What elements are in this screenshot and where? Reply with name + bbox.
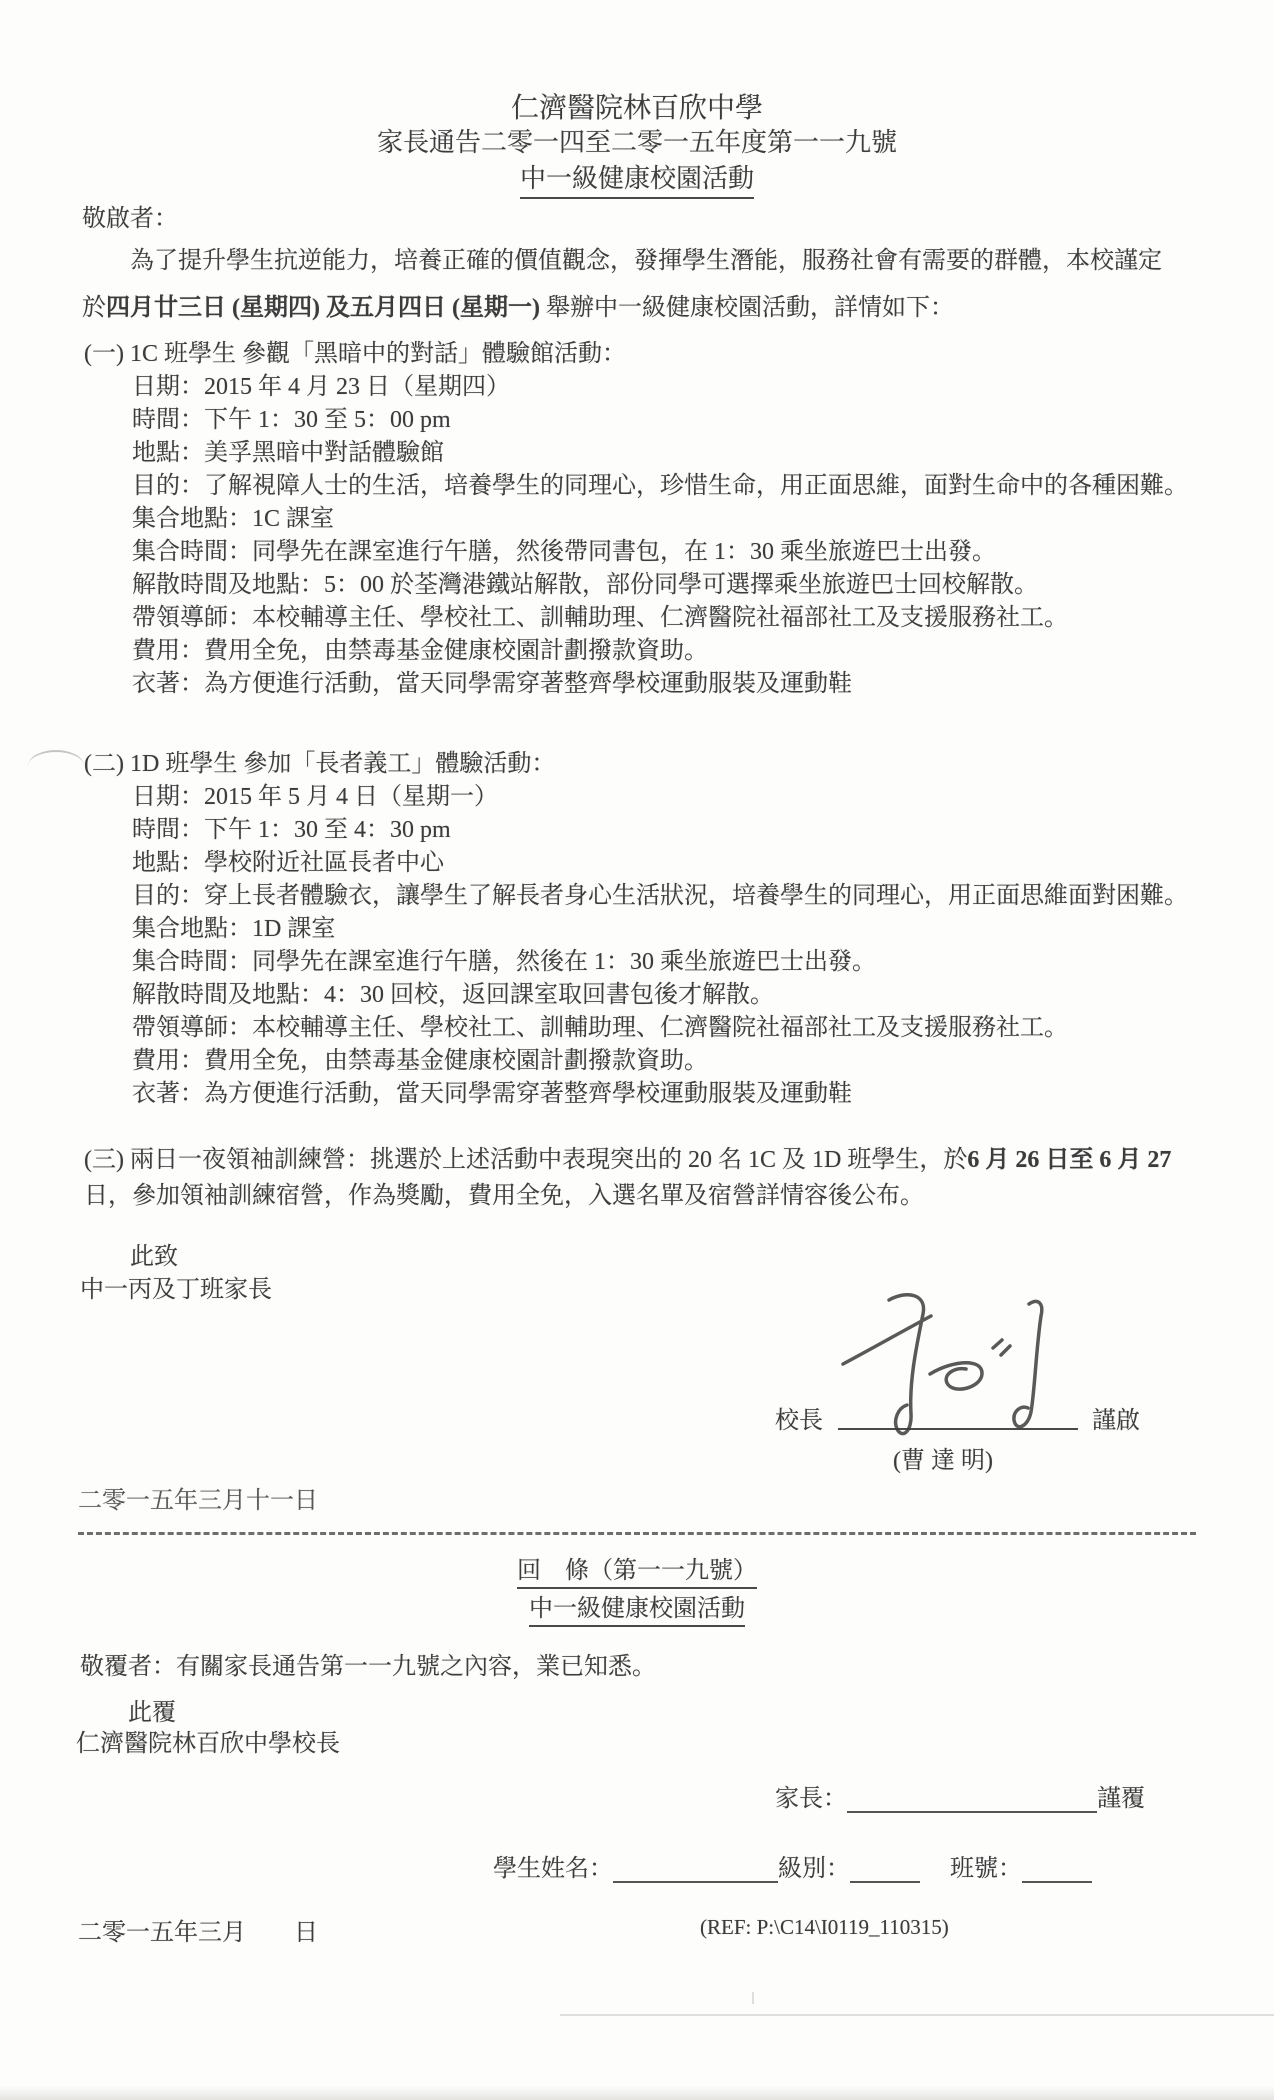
signature-image xyxy=(835,1288,1055,1448)
ref-code: (REF: P:\C14\I0119_110315) xyxy=(700,1915,949,1939)
tear-off-rule xyxy=(78,1532,1196,1535)
class-no-field xyxy=(1022,1857,1092,1883)
respectfully-label: 謹啟 xyxy=(1092,1408,1140,1434)
reply-slip-title2 xyxy=(0,1588,1274,1627)
cifu: 此覆 xyxy=(128,1700,176,1726)
scan-artifact-mark xyxy=(28,750,84,766)
principal-label: 校長 xyxy=(775,1408,823,1434)
section-1-line: 日期：2015 年 4 月 23 日（星期四） xyxy=(132,374,510,400)
section-1-heading xyxy=(84,338,1188,371)
reply-slip-title1 xyxy=(0,1550,1274,1589)
section-2-heading-text: 1D 班學生 參加「長者義工」體驗活動： xyxy=(129,751,556,777)
reply-to: 仁濟醫院林百欣中學校長 xyxy=(76,1731,340,1757)
student-name-label: 學生姓名： xyxy=(493,1856,613,1882)
section-2-label: (二) xyxy=(84,751,124,777)
section-3-line1-dates: 6 月 26 日至 6 月 27 xyxy=(967,1147,1172,1173)
reply-slip-title2-text: 中一級健康校園活動 xyxy=(529,1588,745,1627)
scan-artifact-tick xyxy=(752,1992,754,2004)
section-1-label: (一) xyxy=(84,341,124,367)
section-2 xyxy=(84,748,1188,1111)
parent-label: 家長： xyxy=(775,1786,847,1812)
reply-date-row xyxy=(78,1912,318,1947)
parent-signature-field xyxy=(847,1787,1097,1813)
intro-line2-prefix: 於 xyxy=(82,295,106,321)
section-1-line: 帶領導師：本校輔導主任、學校社工、訓輔助理、仁濟醫院社福部社工及支援服務社工。 xyxy=(132,605,1068,631)
section-2-line: 費用：費用全免，由禁毒基金健康校園計劃撥款資助。 xyxy=(132,1048,708,1074)
section-3-line2: 日，參加領袖訓練宿營，作為獎勵，費用全免，入選名單及宿營詳情容後公布。 xyxy=(84,1183,924,1209)
section-1-line: 目的：了解視障人士的生活，培養學生的同理心，珍惜生命，用正面思維，面對生命中的各種困難。 xyxy=(132,473,1188,499)
scan-edge-shadow xyxy=(0,2086,1274,2100)
cizhi: 此致 xyxy=(130,1244,178,1270)
reply-body: 敬覆者：有關家長通告第一一九號之內容，業已知悉。 xyxy=(80,1654,656,1680)
section-2-line: 日期：2015 年 5 月 4 日（星期一） xyxy=(132,784,498,810)
reply-date-prefix: 二零一五年三月 xyxy=(78,1920,246,1946)
section-2-line: 集合時間：同學先在課室進行午膳，然後在 1：30 乘坐旅遊巴士出發。 xyxy=(132,949,876,975)
intro-line2-dates: 四月廿三日 (星期四) 及五月四日 (星期一) xyxy=(106,295,540,321)
intro-line1: 為了提升學生抗逆能力，培養正確的價值觀念，發揮學生潛能，服務社會有需要的群體，本校謹定 xyxy=(130,248,1162,274)
student-info-row xyxy=(493,1848,1092,1883)
student-name-field xyxy=(613,1857,778,1883)
notice-title xyxy=(0,158,1274,199)
salutation: 敬啟者： xyxy=(82,206,178,232)
intro-line2-suffix: 舉辦中一級健康校園活動，詳情如下： xyxy=(539,295,954,321)
school-name: 仁濟醫院林百欣中學 xyxy=(510,93,763,124)
reply-slip-title1-text: 回 條（第一一九號） xyxy=(517,1550,757,1589)
section-1-line: 衣著：為方便進行活動，當天同學需穿著整齊學校運動服裝及運動鞋 xyxy=(132,671,852,697)
class-label: 級別： xyxy=(778,1856,850,1882)
section-2-line: 帶領導師：本校輔導主任、學校社工、訓輔助理、仁濟醫院社福部社工及支援服務社工。 xyxy=(132,1015,1068,1041)
section-3-line1-prefix: 兩日一夜領袖訓練營：挑選於上述活動中表現突出的 20 名 1C 及 1D 班學生，於 xyxy=(129,1147,968,1173)
section-2-line: 地點：學校附近社區長者中心 xyxy=(132,850,444,876)
intro-line2 xyxy=(82,287,954,322)
parent-respectfully: 謹覆 xyxy=(1097,1786,1145,1812)
notice-number: 家長通告二零一四至二零一五年度第一一九號 xyxy=(376,128,897,157)
section-2-line: 集合地點：1D 課室 xyxy=(132,916,336,942)
scan-artifact-line xyxy=(560,2014,1274,2016)
section-3 xyxy=(84,1142,1171,1214)
section-3-line1 xyxy=(84,1142,1171,1178)
section-2-line: 解散時間及地點：4：30 回校，返回課室取回書包後才解散。 xyxy=(132,982,774,1008)
notice-title-text: 中一級健康校園活動 xyxy=(520,158,754,199)
section-1-line: 解散時間及地點：5：00 於荃灣港鐵站解散，部份同學可選擇乘坐旅遊巴士回校解散。 xyxy=(132,572,1038,598)
reply-date-suffix: 日 xyxy=(294,1920,318,1946)
recipients: 中一丙及丁班家長 xyxy=(80,1277,272,1303)
section-1 xyxy=(84,338,1188,701)
principal-name: (曹 達 明) xyxy=(893,1448,993,1474)
class-no-label: 班號： xyxy=(950,1856,1022,1882)
section-3-label: (三) xyxy=(84,1147,124,1173)
section-1-line: 時間：下午 1：30 至 5：00 pm xyxy=(132,407,451,433)
section-2-line: 衣著：為方便進行活動，當天同學需穿著整齊學校運動服裝及運動鞋 xyxy=(132,1081,852,1107)
notice-date: 二零一五年三月十一日 xyxy=(78,1488,318,1514)
section-1-line: 集合地點：1C 課室 xyxy=(132,506,335,532)
section-2-line: 目的：穿上長者體驗衣，讓學生了解長者身心生活狀況，培養學生的同理心，用正面思維面對困難。 xyxy=(132,883,1188,909)
parent-signature-row xyxy=(775,1778,1145,1813)
section-1-line: 費用：費用全免，由禁毒基金健康校園計劃撥款資助。 xyxy=(132,638,708,664)
class-field xyxy=(850,1857,920,1883)
section-1-heading-text: 1C 班學生 參觀「黑暗中的對話」體驗館活動： xyxy=(129,341,626,367)
section-1-line: 地點：美孚黑暗中對話體驗館 xyxy=(132,440,444,466)
section-1-line: 集合時間：同學先在課室進行午膳，然後帶同書包，在 1：30 乘坐旅遊巴士出發。 xyxy=(132,539,996,565)
section-2-line: 時間：下午 1：30 至 4：30 pm xyxy=(132,817,451,843)
section-2-heading xyxy=(84,748,1188,781)
